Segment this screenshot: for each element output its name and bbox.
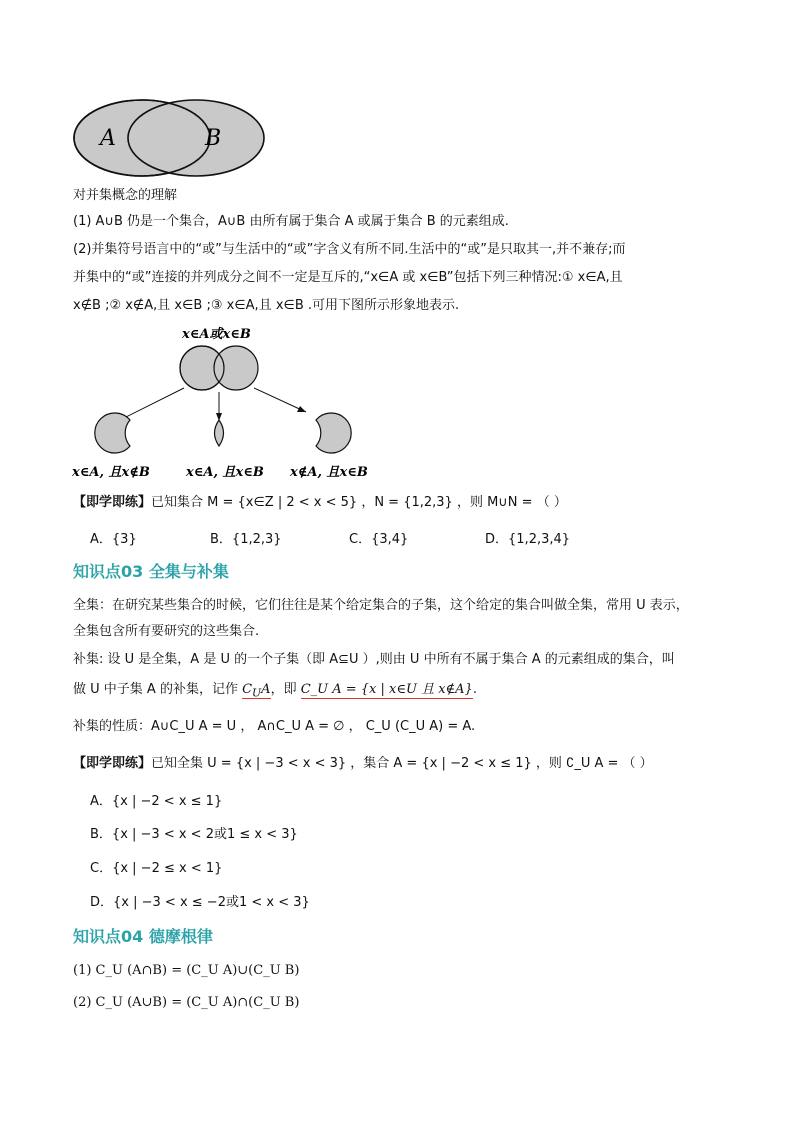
de-morgan-law1: (1) C_U (A∩B) = (C_U A)∪(C_U B): [73, 963, 300, 978]
case2-label: x∈A, 且x∈B: [186, 465, 264, 480]
exercise2-option-a[interactable]: A．{x | −2 < x ≤ 1}: [90, 794, 223, 809]
exercise1-tag: 【即学即练】: [73, 495, 152, 510]
case2-shape: [215, 420, 224, 446]
union-concept-p2-line2: 并集中的“或”连接的并列成分之间不一定是互斥的,“x∈A 或 x∈B”包括下列三种情况:① x∈A,且: [73, 270, 623, 285]
exercise1-option-b[interactable]: B．{1,2,3}: [210, 532, 282, 547]
diagram-top-label: x∈A或x∈B: [182, 327, 251, 342]
section04-heading: 知识点04 德摩根律: [73, 927, 213, 946]
exercise2-option-b[interactable]: B．{x | −3 < x < 2或1 ≤ x < 3}: [90, 827, 298, 842]
case1-shape: [95, 413, 130, 453]
top-circle-b: [214, 346, 258, 390]
universal-set-line1: 全集：在研究某些集合的时候，它们往往是某个给定集合的子集，这个给定的集合叫做全集，常用 U 表示，: [73, 598, 689, 613]
arrow-right: [254, 388, 306, 412]
case1-label: x∈A, 且x∉B: [72, 465, 150, 480]
exercise2-option-c[interactable]: C．{x | −2 ≤ x < 1}: [90, 861, 223, 876]
complement-line1: 补集: 设 U 是全集，A 是 U 的一个子集（即 A⊆U ）,则由 U 中所有不属于集合 A 的元素组成的集合，叫: [73, 652, 675, 667]
universal-set-line2: 全集包含所有要研究的这些集合.: [73, 624, 260, 639]
venn-label-b: B: [205, 126, 222, 151]
complement-line2: 做 U 中子集 A 的补集，记作 $C_UA$，即 C_U A = {x | x∈U 且 x∉A}.: [73, 682, 477, 700]
union-concept-title: 对并集概念的理解: [73, 188, 178, 203]
venn-circle-b: [128, 100, 264, 176]
exercise1-question-row: [73, 493, 567, 513]
union-concept-p2-line3: x∉B ;② x∉A,且 x∈B ;③ x∈A,且 x∈B .可用下图所示形象地表示.: [73, 298, 460, 313]
exercise2-question-row: [73, 754, 653, 774]
exercise1-question: 已知集合 M = {x∈Z | 2 < x < 5} ，N = {1,2,3} ，则 M∪N = （ ）: [151, 495, 567, 510]
complement-properties: 补集的性质：A∪C_U A = U ， A∩C_U A = ∅ ， C_U (C_U A) = A.: [73, 719, 476, 734]
case3-label: x∉A, 且x∈B: [290, 465, 368, 480]
union-concept-p2-line1: (2)并集符号语言中的“或”与生活中的“或”字含义有所不同.生活中的“或”是只取其一,并不兼存;而: [73, 242, 626, 257]
exercise2-option-d[interactable]: D．{x | −3 < x ≤ −2或1 < x < 3}: [90, 895, 310, 910]
complement-notation: $C_UA$: [242, 682, 271, 700]
exercise1-option-a[interactable]: A．{3}: [90, 532, 137, 547]
exercise1-option-c[interactable]: C．{3,4}: [349, 532, 409, 547]
venn-label-a: A: [100, 126, 116, 151]
complement-definition: C_U A = {x | x∈U 且 x∉A}: [300, 682, 473, 697]
union-venn-diagram: [70, 96, 270, 180]
exercise2-question: 已知全集 U = {x | −3 < x < 3} ，集合 A = {x | −2 < x ≤ 1} ，则 ∁_U A = （ ）: [151, 756, 653, 771]
exercise2-tag: 【即学即练】: [73, 756, 152, 771]
section03-heading: 知识点03 全集与补集: [73, 562, 229, 581]
three-case-diagram: [66, 322, 396, 482]
union-concept-p1: (1) A∪B 仍是一个集合，A∪B 由所有属于集合 A 或属于集合 B 的元素组成.: [73, 214, 509, 229]
exercise1-option-d[interactable]: D．{1,2,3,4}: [485, 532, 571, 547]
de-morgan-law2: (2) C_U (A∪B) = (C_U A)∩(C_U B): [73, 995, 300, 1010]
case3-shape: [316, 413, 351, 453]
